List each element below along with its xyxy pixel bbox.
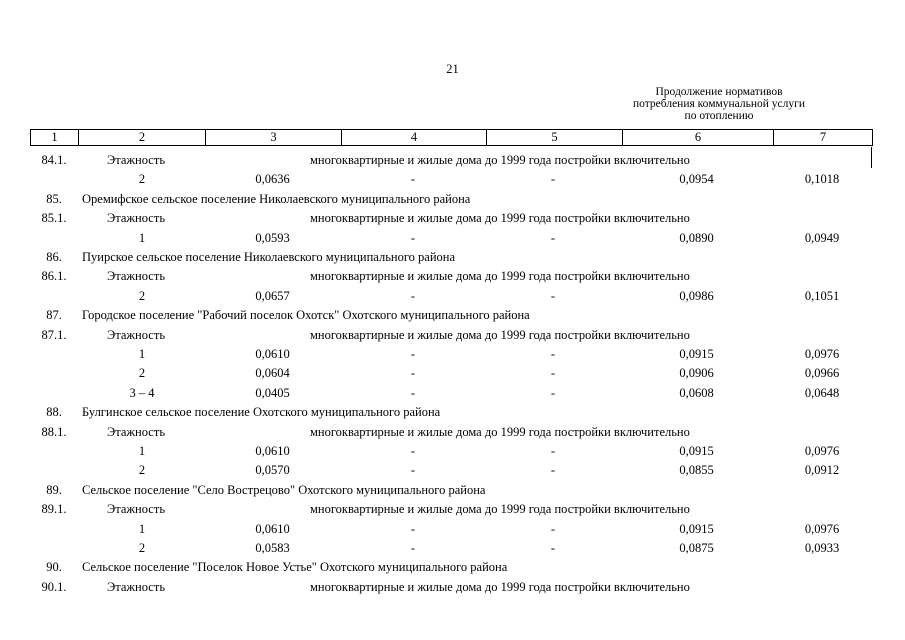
value-col3: 0,0604 — [255, 366, 290, 381]
column-header: 3 — [206, 130, 342, 146]
value-col6: 0,0608 — [679, 385, 714, 400]
value-col5: - — [550, 172, 556, 187]
value-col5: - — [550, 385, 556, 400]
value-col6: 0,0855 — [679, 463, 714, 478]
floors-label: Этажность — [107, 153, 166, 167]
value-col3: 0,0610 — [255, 444, 290, 458]
value-col6: 0,0875 — [679, 541, 714, 555]
row-number: 87.1. — [41, 327, 67, 342]
value-col3: 0,0636 — [255, 172, 290, 187]
row-number: 90. — [46, 560, 62, 575]
column-header: 6 — [623, 130, 774, 146]
value-col7: 0,0966 — [804, 366, 840, 381]
table-border — [871, 147, 872, 168]
value-col6: 0,0906 — [679, 366, 714, 381]
floors-label: Этажность — [107, 211, 166, 226]
floors-value: 2 — [138, 366, 146, 381]
value-col6: 0,0954 — [679, 172, 714, 187]
value-col3: 0,0405 — [255, 385, 290, 400]
value-col5: - — [550, 366, 556, 381]
row-number: 88. — [46, 405, 62, 420]
value-col3: 0,0610 — [255, 347, 290, 361]
value-col4: - — [410, 385, 416, 400]
floors-value: 1 — [138, 347, 146, 361]
value-col7: 0,1051 — [804, 288, 840, 303]
value-col4: - — [410, 172, 416, 187]
value-col7: 0,0933 — [804, 541, 840, 555]
continuation-line: потребления коммунальной услуги — [633, 98, 805, 110]
value-col6: 0,0915 — [679, 521, 714, 536]
row-number: 85. — [46, 191, 62, 206]
value-col4: - — [410, 230, 416, 245]
value-col3: 0,0593 — [255, 230, 290, 245]
floors-value: 1 — [138, 521, 146, 536]
page-number: 21 — [446, 62, 459, 76]
section-title: Сельское поселение "Село Вострецово" Охотского муниципального района — [82, 482, 486, 497]
row-number: 89.1. — [41, 502, 67, 517]
value-col7: 0,0976 — [804, 347, 840, 361]
row-number: 86.1. — [41, 269, 67, 284]
floors-label: Этажность — [107, 424, 166, 439]
column-header: 2 — [79, 130, 206, 146]
value-col5: - — [550, 230, 556, 245]
row-number: 88.1. — [41, 424, 67, 439]
section-title: Булгинское сельское поселение Охотского муниципального района — [82, 405, 441, 420]
value-col4: - — [410, 463, 416, 478]
value-col7: 0,1018 — [804, 172, 840, 187]
row-number: 87. — [46, 308, 62, 323]
value-col7: 0,0912 — [804, 463, 840, 478]
building-condition: многоквартирные и жилые дома до 1999 года постройки включительно — [310, 211, 690, 226]
value-col5: - — [550, 347, 556, 361]
value-col6: 0,0890 — [679, 230, 714, 245]
value-col4: - — [410, 347, 416, 361]
column-header: 7 — [774, 130, 873, 146]
floors-label: Этажность — [107, 502, 166, 517]
value-col4: - — [410, 288, 416, 303]
building-condition: многоквартирные и жилые дома до 1999 года постройки включительно — [310, 327, 690, 342]
value-col3: 0,0657 — [255, 288, 290, 303]
value-col5: - — [550, 463, 556, 478]
value-col4: - — [410, 366, 416, 381]
floors-value: 1 — [138, 444, 146, 458]
value-col4: - — [410, 541, 416, 555]
continuation-caption — [569, 86, 869, 122]
floors-value: 1 — [138, 230, 146, 245]
floors-value: 2 — [138, 288, 146, 303]
row-number: 85.1. — [41, 211, 67, 226]
floors-label: Этажность — [107, 327, 166, 342]
value-col5: - — [550, 541, 556, 555]
value-col5: - — [550, 444, 556, 458]
building-condition: многоквартирные и жилые дома до 1999 года постройки включительно — [310, 424, 690, 439]
section-title: Сельское поселение "Поселок Новое Устье" Охотского муниципального района — [82, 560, 508, 575]
value-col3: 0,0583 — [255, 541, 290, 555]
floors-value: 2 — [138, 541, 146, 555]
value-col6: 0,0986 — [679, 288, 714, 303]
value-col7: 0,0976 — [804, 444, 840, 458]
value-col4: - — [410, 521, 416, 536]
column-header: 4 — [342, 130, 487, 146]
floors-label: Этажность — [107, 579, 166, 594]
row-number: 86. — [46, 250, 62, 264]
floors-value: 3 – 4 — [129, 385, 155, 400]
building-condition: многоквартирные и жилые дома до 1999 года постройки включительно — [310, 269, 690, 284]
section-title: Оремифское сельское поселение Николаевского муниципального района — [82, 191, 471, 206]
row-number: 84.1. — [41, 153, 67, 167]
value-col3: 0,0570 — [255, 463, 290, 478]
building-condition: многоквартирные и жилые дома до 1999 года постройки включительно — [310, 579, 690, 594]
column-header-row — [31, 130, 873, 146]
value-col4: - — [410, 444, 416, 458]
building-condition: многоквартирные и жилые дома до 1999 года постройки включительно — [310, 502, 690, 517]
section-title: Пуирское сельское поселение Николаевского муниципального района — [82, 250, 456, 264]
value-col3: 0,0610 — [255, 521, 290, 536]
continuation-line: по отоплению — [684, 110, 754, 122]
continuation-line: Продолжение нормативов — [655, 86, 783, 98]
row-number: 89. — [46, 482, 62, 497]
section-title: Городское поселение "Рабочий поселок Охотск" Охотского муниципального района — [82, 308, 530, 323]
row-number: 90.1. — [41, 579, 67, 594]
floors-label: Этажность — [107, 269, 166, 284]
value-col7: 0,0949 — [804, 230, 840, 245]
value-col6: 0,0915 — [679, 347, 714, 361]
value-col5: - — [550, 521, 556, 536]
floors-value: 2 — [138, 172, 146, 187]
value-col7: 0,0648 — [804, 385, 840, 400]
value-col6: 0,0915 — [679, 444, 714, 458]
building-condition: многоквартирные и жилые дома до 1999 года постройки включительно — [310, 153, 690, 167]
value-col7: 0,0976 — [804, 521, 840, 536]
column-header: 1 — [31, 130, 79, 146]
column-header-table — [30, 129, 873, 146]
column-header: 5 — [487, 130, 623, 146]
floors-value: 2 — [138, 463, 146, 478]
value-col5: - — [550, 288, 556, 303]
